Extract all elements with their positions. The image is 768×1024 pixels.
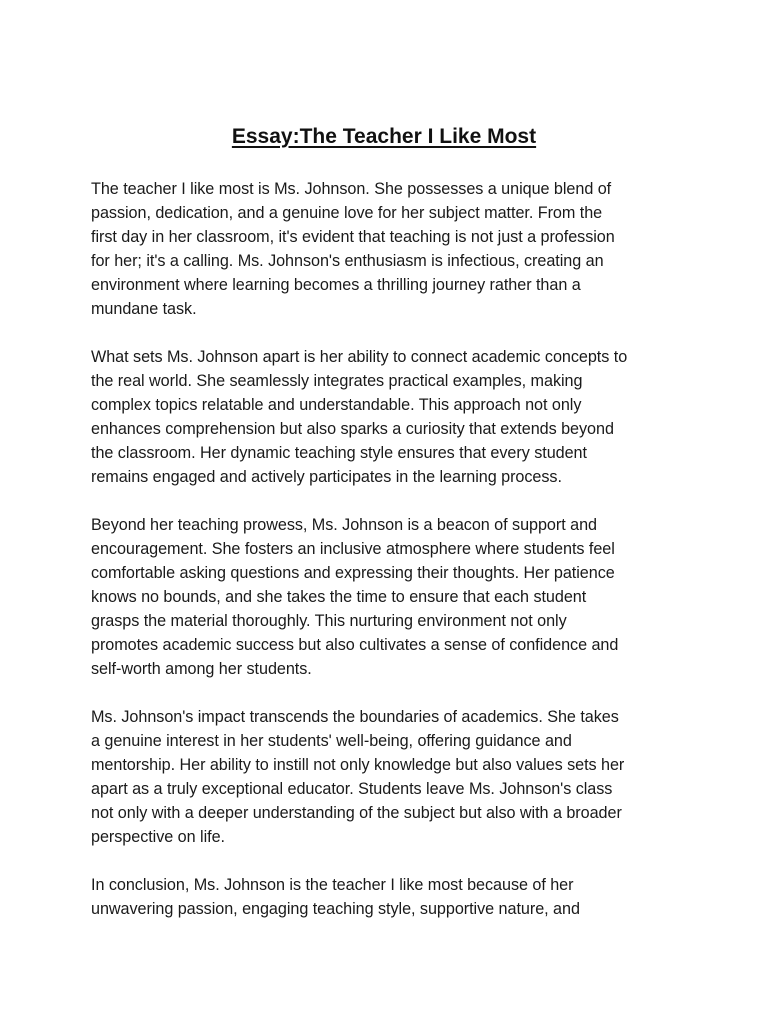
- text-line: In conclusion, Ms. Johnson is the teacher I like most because of her: [91, 876, 574, 894]
- text-line: perspective on life.: [91, 828, 225, 846]
- paragraph-3: [91, 513, 691, 681]
- text-line: first day in her classroom, it's evident that teaching is not just a profession: [91, 228, 615, 246]
- text-line: promotes academic success but also cultivates a sense of confidence and: [91, 636, 619, 654]
- text-line: environment where learning becomes a thrilling journey rather than a: [91, 276, 581, 294]
- paragraph-1: [91, 177, 691, 321]
- text-line: self-worth among her students.: [91, 660, 312, 678]
- text-line: the real world. She seamlessly integrates practical examples, making: [91, 372, 583, 390]
- text-line: grasps the material thoroughly. This nurturing environment not only: [91, 612, 567, 630]
- text-line: enhances comprehension but also sparks a curiosity that extends beyond: [91, 420, 614, 438]
- paragraph-2: [91, 345, 691, 489]
- text-line: comfortable asking questions and expressing their thoughts. Her patience: [91, 564, 615, 582]
- text-line: the classroom. Her dynamic teaching style ensures that every student: [91, 444, 587, 462]
- text-line: for her; it's a calling. Ms. Johnson's enthusiasm is infectious, creating an: [91, 252, 604, 270]
- text-line: passion, dedication, and a genuine love for her subject matter. From the: [91, 204, 603, 222]
- text-line: not only with a deeper understanding of the subject but also with a broader: [91, 804, 622, 822]
- text-line: unwavering passion, engaging teaching style, supportive nature, and: [91, 900, 580, 918]
- text-line: Beyond her teaching prowess, Ms. Johnson is a beacon of support and: [91, 516, 597, 534]
- text-line: remains engaged and actively participates in the learning process.: [91, 468, 562, 486]
- text-line: Ms. Johnson's impact transcends the boundaries of academics. She takes: [91, 708, 619, 726]
- text-line: What sets Ms. Johnson apart is her ability to connect academic concepts to: [91, 348, 628, 366]
- text-line: mundane task.: [91, 300, 197, 318]
- text-line: encouragement. She fosters an inclusive atmosphere where students feel: [91, 540, 615, 558]
- text-line: complex topics relatable and understandable. This approach not only: [91, 396, 582, 414]
- text-line: The teacher I like most is Ms. Johnson. She possesses a unique blend of: [91, 180, 612, 198]
- text-line: apart as a truly exceptional educator. Students leave Ms. Johnson's class: [91, 780, 613, 798]
- text-line: a genuine interest in her students' well-being, offering guidance and: [91, 732, 572, 750]
- essay-body: [91, 177, 691, 945]
- text-line: knows no bounds, and she takes the time to ensure that each student: [91, 588, 587, 606]
- paragraph-5: [91, 873, 691, 921]
- text-line: mentorship. Her ability to instill not only knowledge but also values sets her: [91, 756, 625, 774]
- essay-title: Essay:The Teacher I Like Most: [231, 125, 537, 148]
- paragraph-4: [91, 705, 691, 849]
